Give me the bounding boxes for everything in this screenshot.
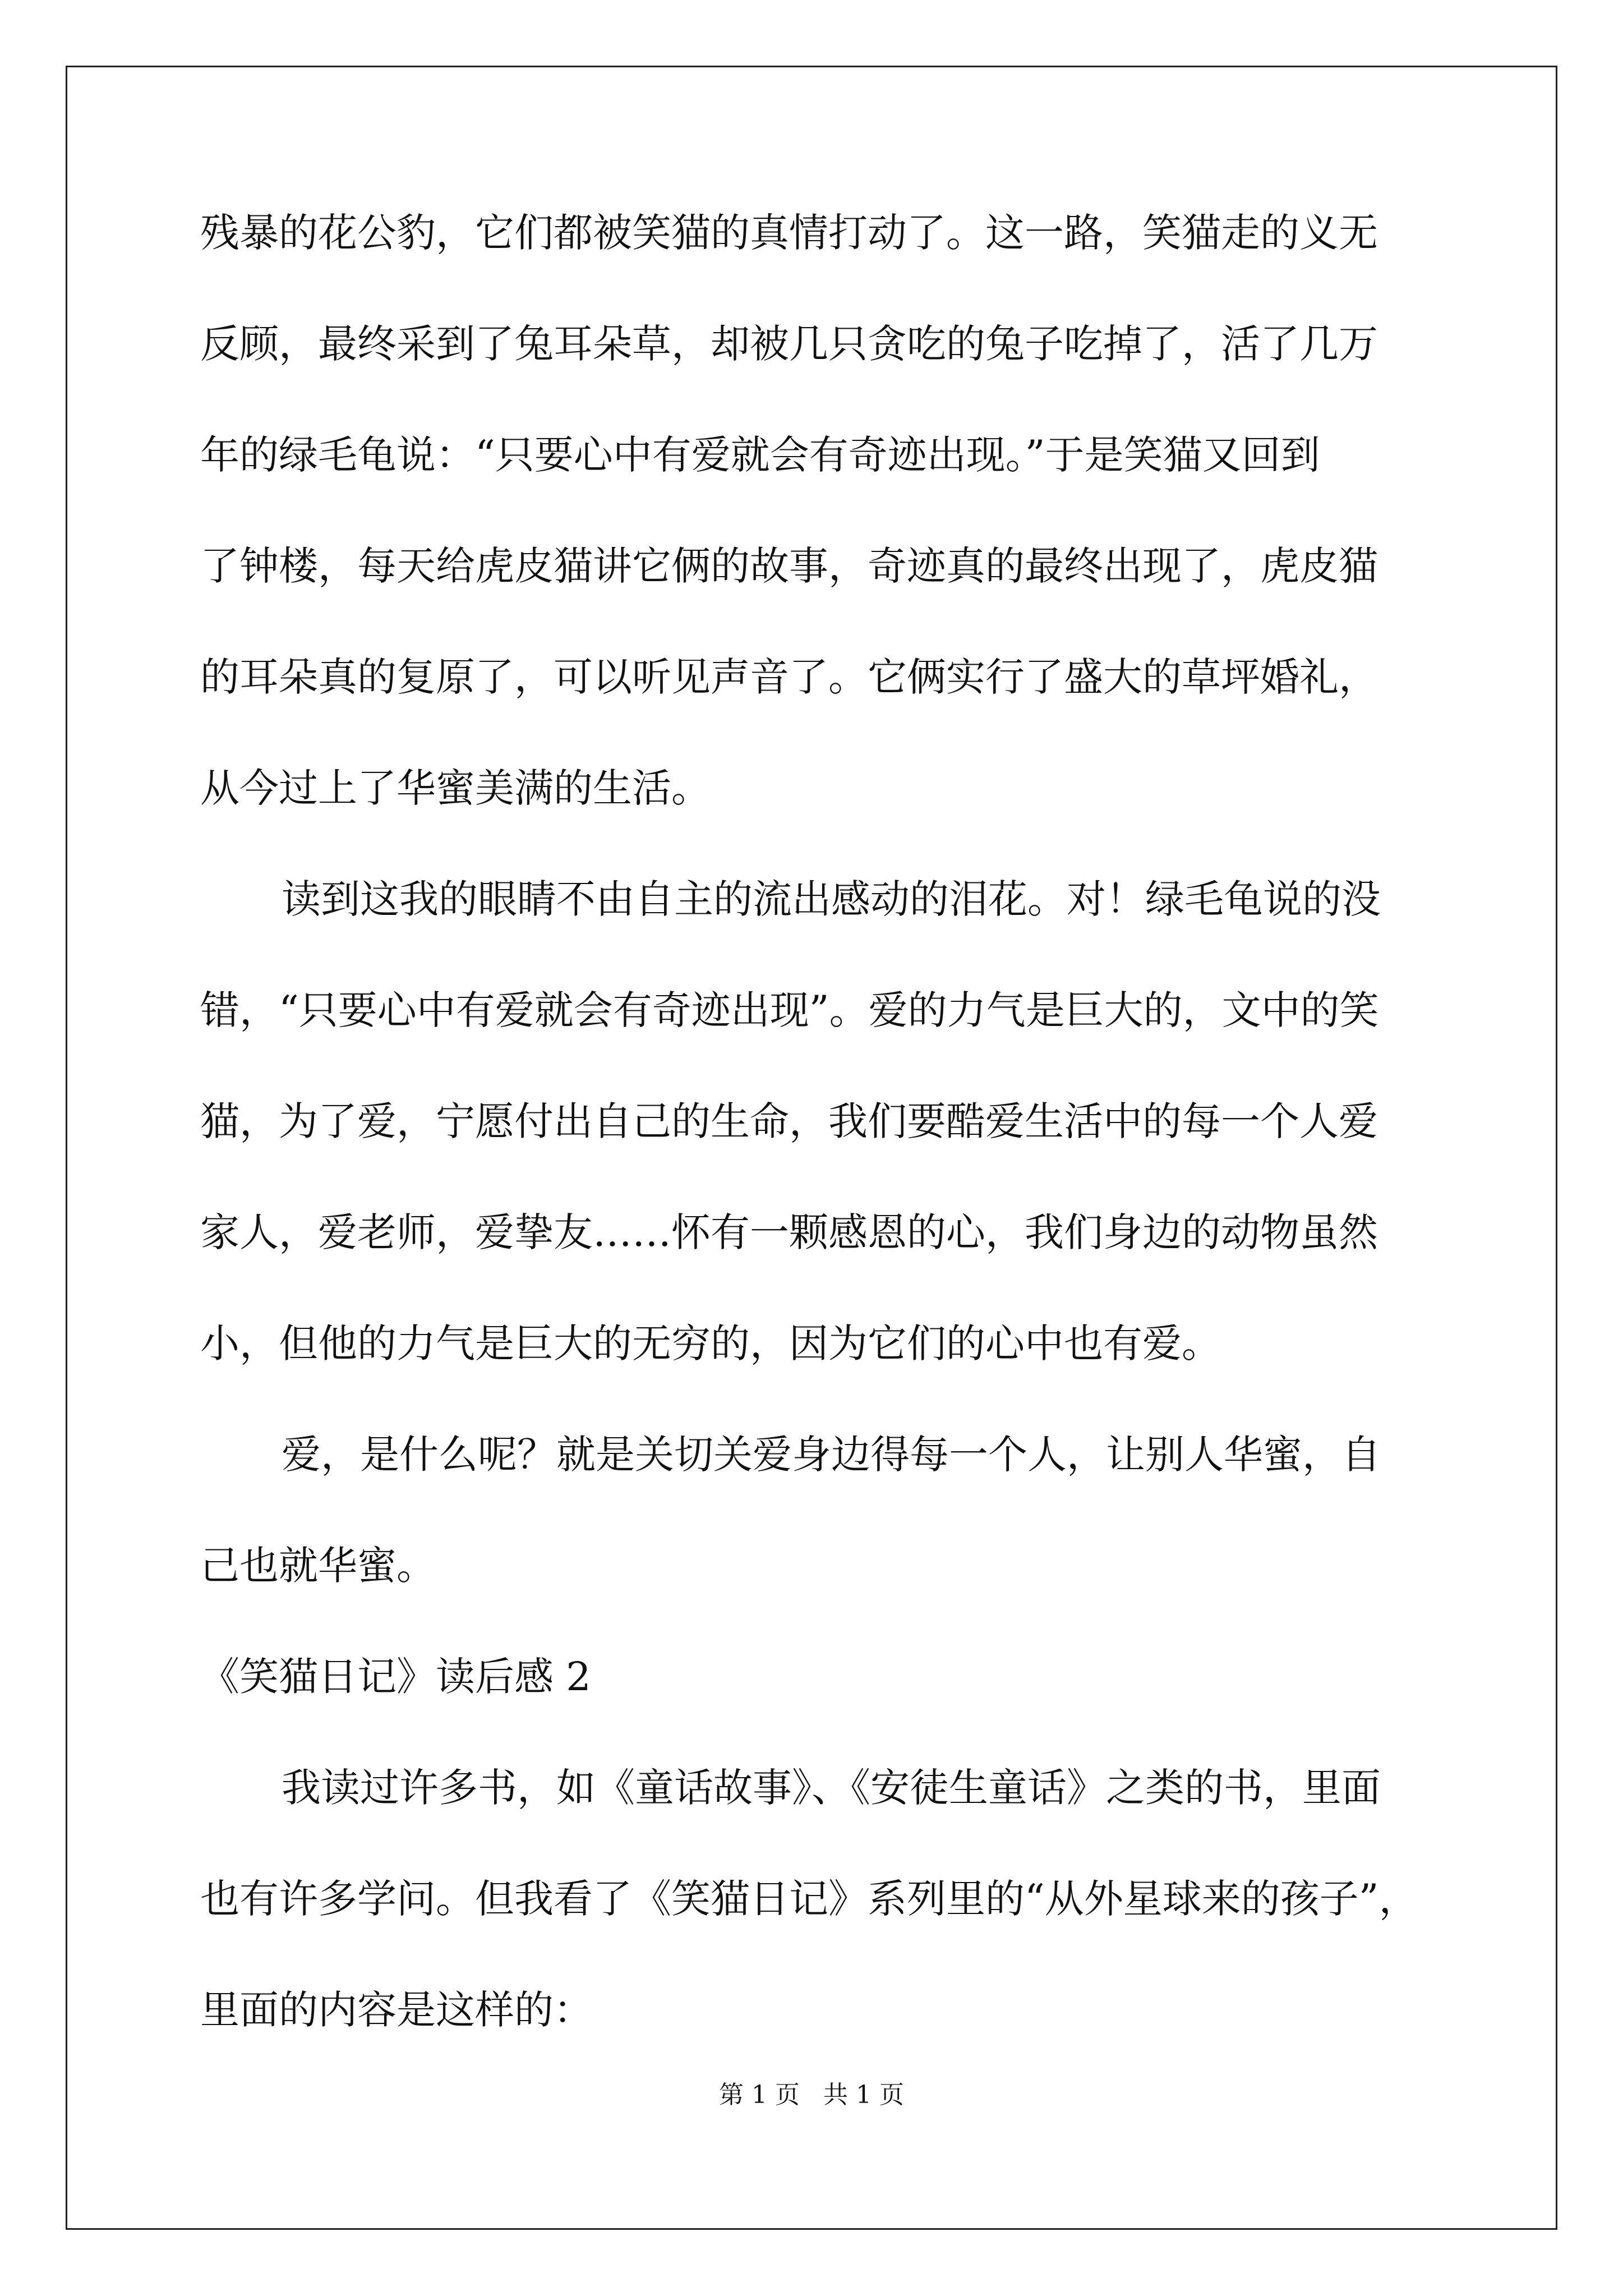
body-line: 残暴的花公豹，它们都被笑猫的真情打动了。这一路，笑猫走的义无 <box>200 210 1378 256</box>
body-line: 了钟楼，每天给虎皮猫讲它俩的故事，奇迹真的最终出现了，虎皮猫 <box>200 543 1378 589</box>
paragraph-start-line: 爱，是什么呢？就是关切关爱身边得每一个人，让别人华蜜，自 <box>282 1432 1381 1478</box>
body-line: 反顾，最终采到了兔耳朵草，却被几只贪吃的兔子吃掉了，活了几万 <box>200 321 1378 367</box>
section-heading: 《笑猫日记》读后感 2 <box>200 1654 591 1700</box>
body-line: 猫，为了爱，宁愿付出自己的生命，我们要酷爱生活中的每一个人爱 <box>200 1098 1378 1144</box>
body-line: 从今过上了华蜜美满的生活。 <box>200 765 711 811</box>
body-line: 的耳朵真的复原了，可以听见声音了。它俩实行了盛大的草坪婚礼， <box>200 654 1378 700</box>
body-line: 错，“只要心中有爱就会有奇迹出现”。爱的力气是巨大的，文中的笑 <box>200 987 1379 1033</box>
body-line: 也有许多学问。但我看了《笑猫日记》系列里的“从外星球来的孩子”， <box>200 1876 1418 1922</box>
body-line: 年的绿毛龟说：“只要心中有爱就会有奇迹出现。”于是笑猫又回到 <box>200 432 1320 478</box>
body-line: 里面的内容是这样的： <box>200 1987 593 2033</box>
paragraph-start-line: 我读过许多书，如《童话故事》、《安徒生童话》之类的书，里面 <box>282 1765 1381 1811</box>
body-line: 小，但他的力气是巨大的无穷的，因为它们的心中也有爱。 <box>200 1320 1221 1366</box>
body-line: 己也就华蜜。 <box>200 1543 436 1589</box>
page-number-footer: 第 1 页 共 1 页 <box>719 2081 904 2109</box>
body-line: 家人，爱老师，爱挚友……怀有一颗感恩的心，我们身边的动物虽然 <box>200 1209 1378 1255</box>
paragraph-start-line: 读到这我的眼睛不由自主的流出感动的泪花。对！绿毛龟说的没 <box>282 876 1381 922</box>
